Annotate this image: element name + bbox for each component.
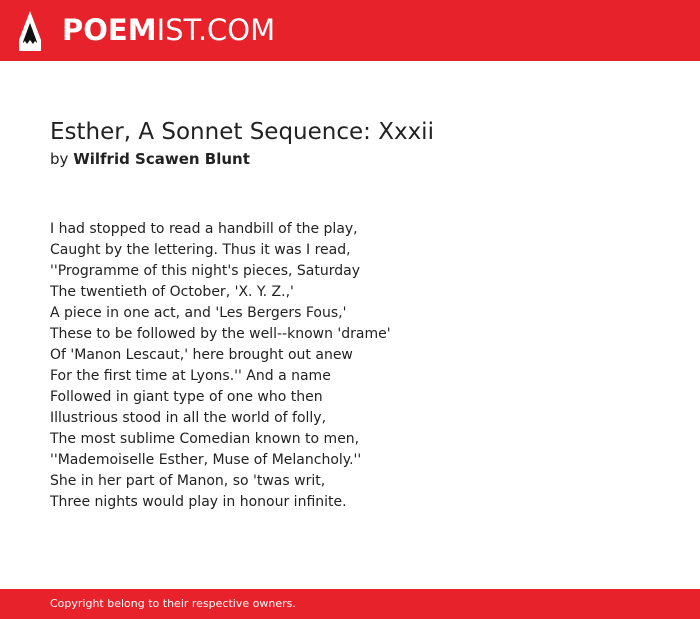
pen-nib-icon[interactable] — [18, 10, 42, 52]
logo-bold-text: POEM — [62, 13, 157, 47]
copyright-notice: Copyright belong to their respective owners. — [50, 597, 296, 610]
poem-line: ''Mademoiselle Esther, Muse of Melancholy.'' — [50, 452, 362, 468]
poem-line: I had stopped to read a handbill of the play, — [50, 221, 358, 237]
poem-line: For the first time at Lyons.'' And a name — [50, 368, 331, 384]
byline — [50, 149, 250, 169]
poem-line: A piece in one act, and 'Les Bergers Fous,' — [50, 305, 347, 321]
site-logo[interactable] — [62, 13, 275, 47]
poem-line: She in her part of Manon, so 'twas writ, — [50, 473, 326, 489]
logo-light-text: IST.COM — [156, 13, 276, 47]
poem-line: Caught by the lettering. Thus it was I read, — [50, 242, 351, 258]
by-label: by — [50, 150, 69, 168]
poem-line: These to be followed by the well--known 'drame' — [50, 326, 391, 342]
poem-line: Followed in giant type of one who then — [50, 389, 323, 405]
poem-line: Of 'Manon Lescaut,' here brought out anew — [50, 347, 353, 363]
poem-line: Illustrious stood in all the world of folly, — [50, 410, 327, 426]
site-header — [0, 0, 700, 61]
poem-line: The twentieth of October, 'X. Y. Z.,' — [50, 284, 294, 300]
site-footer — [0, 589, 700, 619]
poem-title: Esther, A Sonnet Sequence: Xxxii — [50, 119, 434, 145]
poem-line: ''Programme of this night's pieces, Saturday — [50, 263, 360, 279]
poem-body — [50, 219, 391, 513]
poem-line: Three nights would play in honour infinite. — [50, 494, 347, 510]
author-name[interactable]: Wilfrid Scawen Blunt — [73, 150, 250, 168]
poem-line: The most sublime Comedian known to men, — [50, 431, 360, 447]
